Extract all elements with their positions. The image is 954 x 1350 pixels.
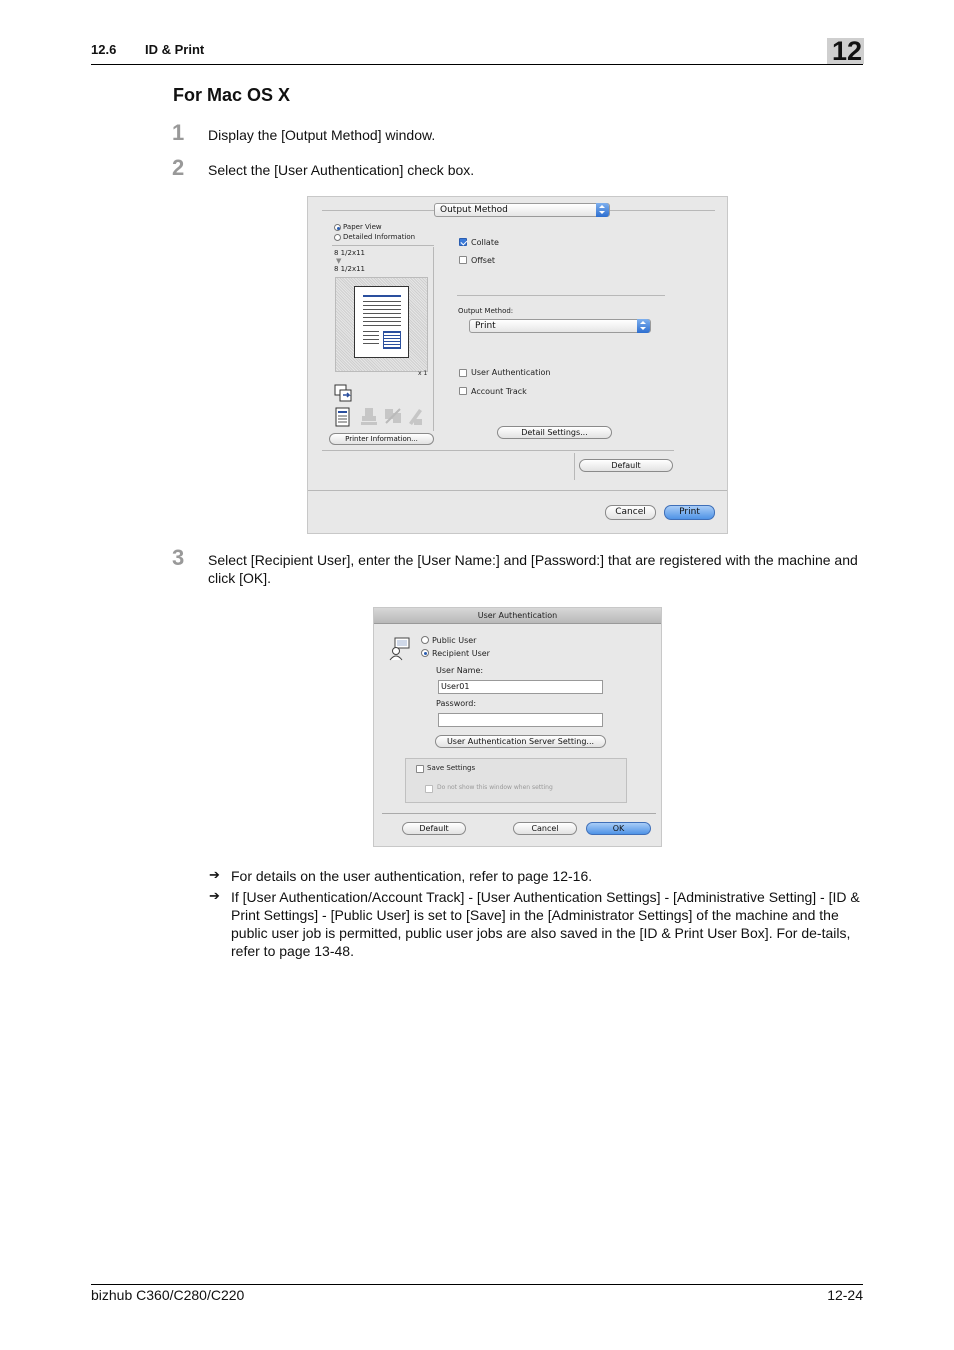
save-settings-checkbox[interactable] xyxy=(416,765,424,773)
footer-product: bizhub C360/C280/C220 xyxy=(91,1287,245,1303)
output-method-label: Output Method: xyxy=(458,307,514,315)
password-label: Password: xyxy=(436,699,477,708)
collate-label: Collate xyxy=(471,238,499,247)
do-not-show-label: Do not show this window when setting xyxy=(437,784,553,791)
cancel-button[interactable]: Cancel xyxy=(605,505,656,520)
panel-popup-label: Output Method xyxy=(440,205,508,215)
user-computer-icon xyxy=(389,636,411,662)
step-text-1: Display the [Output Method] window. xyxy=(208,127,436,143)
chapter-number: 12 xyxy=(832,36,863,66)
note-2: If [User Authentication/Account Track] - [User Authentication Settings] - [Administrative Setting] - [ID & Print Settings] - [Public User] is set to [Save] in the [Administrator Settings] of the machine and the public user job is permitted, public user jobs are also saved in the [ID & Print User Box]. For de-tails, refer to page 13-48. xyxy=(231,889,860,959)
ok-button[interactable]: OK xyxy=(586,822,651,835)
step-number-3: 3 xyxy=(172,545,185,570)
detailed-info-label: Detailed Information xyxy=(343,233,416,241)
password-field[interactable] xyxy=(438,713,603,727)
offset-label: Offset xyxy=(471,256,496,265)
recipient-user-radio[interactable] xyxy=(421,649,429,657)
paper-view-label: Paper View xyxy=(343,223,382,231)
step-text-3: Select [Recipient User], enter the [User Name:] and [Password:] that are registered with the machine and click [OK]. xyxy=(208,552,858,586)
step-text-2: Select the [User Authentication] check box. xyxy=(208,162,475,178)
detailed-info-radio[interactable] xyxy=(334,234,341,241)
do-not-show-checkbox[interactable] xyxy=(425,785,433,793)
user-name-label: User Name: xyxy=(436,666,484,675)
print-dialog-screenshot xyxy=(307,196,728,534)
popup-arrows-icon xyxy=(596,203,609,217)
user-authentication-dialog-screenshot xyxy=(373,607,662,847)
offset-checkbox[interactable] xyxy=(459,256,467,264)
page-preview xyxy=(335,277,428,372)
recipient-user-label: Recipient User xyxy=(432,649,490,658)
page-heading: For Mac OS X xyxy=(173,85,291,105)
combine-icon[interactable] xyxy=(383,407,401,425)
dialog-title: User Authentication xyxy=(374,608,661,624)
detail-settings-button[interactable]: Detail Settings... xyxy=(497,426,612,439)
stamp-icon[interactable] xyxy=(360,407,378,425)
cancel-button[interactable]: Cancel xyxy=(513,822,577,835)
save-settings-group xyxy=(405,758,627,803)
user-authentication-checkbox[interactable] xyxy=(459,369,467,377)
step-number-2: 2 xyxy=(172,155,185,180)
user-authentication-label: User Authentication xyxy=(471,368,551,377)
step-number-1: 1 xyxy=(172,120,185,145)
paper-size-1: 8 1/2x11 xyxy=(334,249,365,257)
note-1: For details on the user authentication, refer to page 12-16. xyxy=(231,868,593,884)
paper-size-2: 8 1/2x11 xyxy=(334,265,365,273)
note-arrow-2: ➔ xyxy=(209,888,220,903)
print-button[interactable]: Print xyxy=(664,505,715,520)
output-method-value: Print xyxy=(475,321,496,331)
section-title: ID & Print xyxy=(145,42,205,57)
user-name-field[interactable]: User01 xyxy=(438,680,603,694)
output-method-icon[interactable] xyxy=(334,383,352,401)
popup-arrows-icon xyxy=(637,319,650,333)
server-setting-button[interactable]: User Authentication Server Setting... xyxy=(435,735,606,748)
paper-view-radio[interactable] xyxy=(334,224,341,231)
public-user-label: Public User xyxy=(432,636,477,645)
page-preview-sheet xyxy=(354,286,409,358)
default-button[interactable]: Default xyxy=(402,822,466,835)
document-icon[interactable] xyxy=(335,407,353,425)
copies-count: x 1 xyxy=(418,370,428,377)
output-method-popup[interactable] xyxy=(469,319,651,333)
arrow-down-icon: ▼ xyxy=(336,257,342,265)
account-track-label: Account Track xyxy=(471,387,527,396)
account-track-checkbox[interactable] xyxy=(459,387,467,395)
save-settings-label: Save Settings xyxy=(427,764,476,772)
footer-page-number: 12-24 xyxy=(827,1287,863,1303)
collate-checkbox[interactable] xyxy=(459,238,467,246)
default-button[interactable]: Default xyxy=(579,459,673,472)
section-number: 12.6 xyxy=(91,42,117,57)
printer-information-button[interactable]: Printer Information... xyxy=(329,433,434,445)
public-user-radio[interactable] xyxy=(421,636,429,644)
footer-rule xyxy=(91,1284,863,1285)
header-rule xyxy=(91,64,863,65)
note-arrow-1: ➔ xyxy=(209,867,220,882)
finish-icon[interactable] xyxy=(406,407,424,425)
panel-popup[interactable] xyxy=(434,203,610,217)
